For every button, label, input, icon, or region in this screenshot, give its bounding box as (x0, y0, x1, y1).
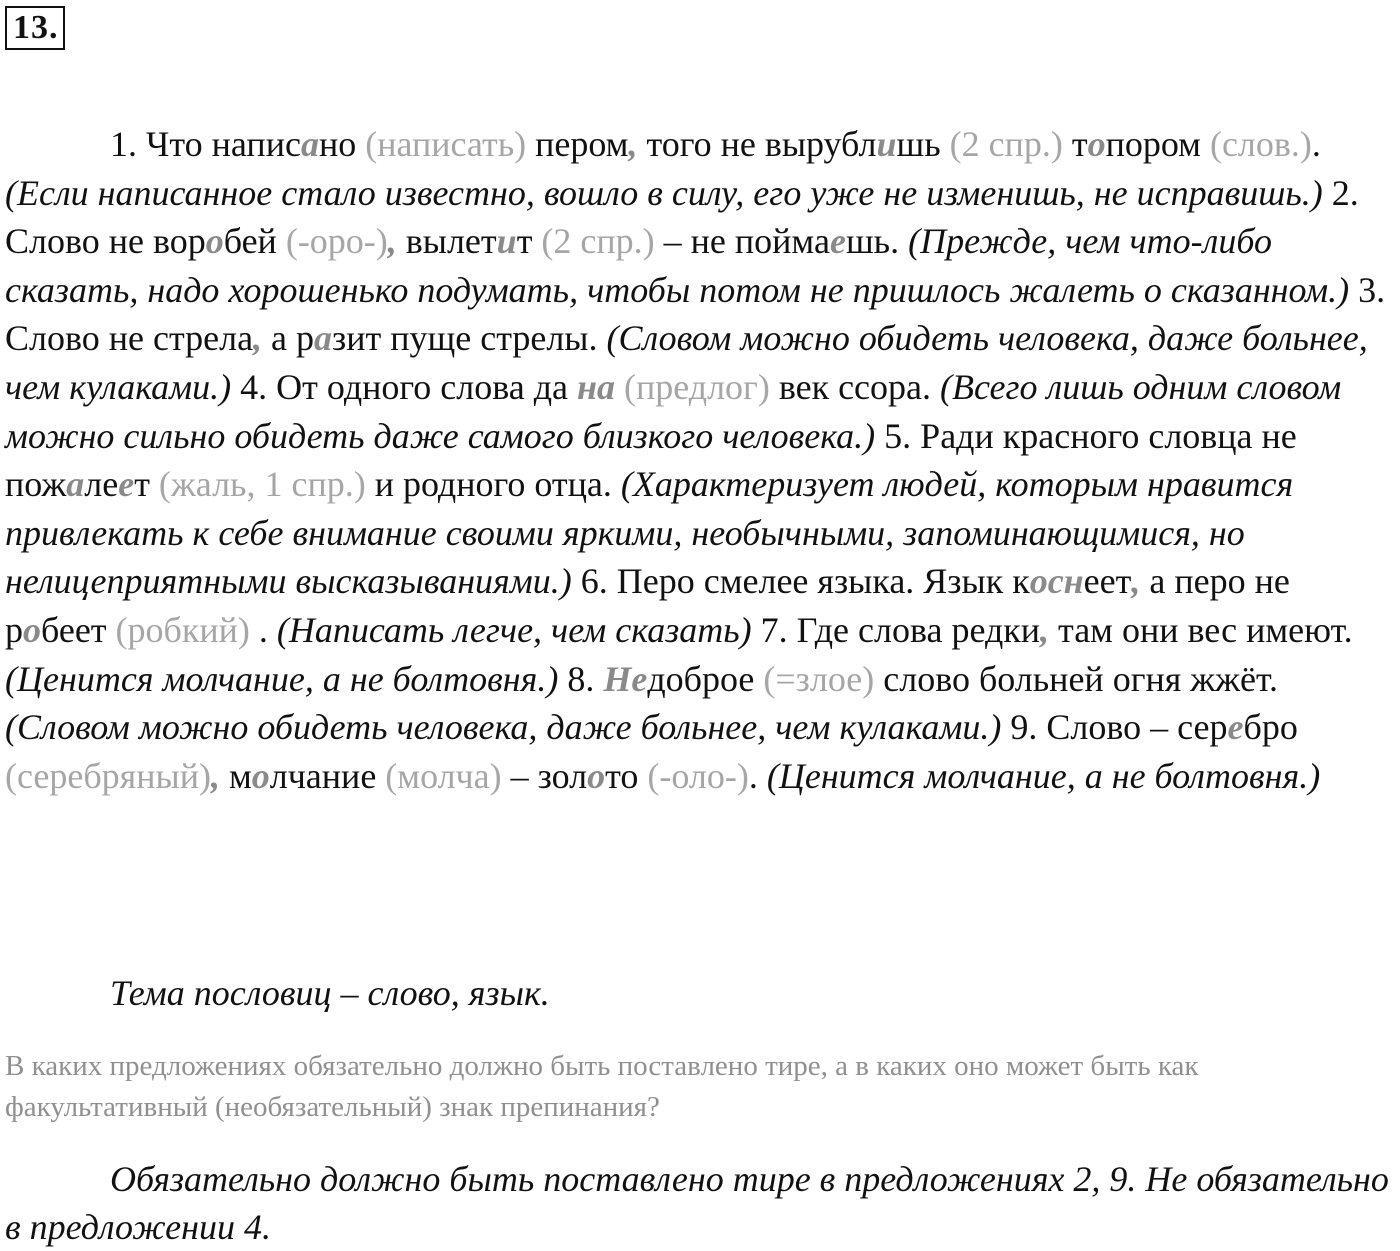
text-segment: шь (896, 124, 950, 164)
proverb-explanation: (Словом можно обидеть человека, даже больнее, чем кулаками.) (5, 318, 1368, 407)
text-segment (615, 367, 624, 407)
text-segment: 7. Где слова редки (751, 609, 1041, 650)
text-segment: – зол (501, 755, 588, 796)
highlighted-letter: о (251, 755, 270, 796)
text-segment: 6. Перо смелее языка. Язык к (571, 561, 1030, 602)
grammar-hint: (робкий) (115, 609, 250, 650)
highlighted-letter: е (829, 221, 846, 262)
grammar-hint: (-оло-) (647, 755, 749, 796)
proverb-explanation: (Ценится молчание, а не болтовня.) (766, 755, 1321, 796)
text-segment: а р (262, 318, 315, 359)
text-segment: 8. (558, 658, 604, 699)
text-segment: пором (1105, 124, 1210, 164)
highlighted-letter: , (387, 221, 397, 262)
proverb-explanation: (Если написанное стало известно, вошло в силу, его уже не изменишь, не исправишь.) (5, 172, 1323, 213)
highlighted-letter: о (205, 221, 224, 262)
grammar-hint: (молча) (385, 755, 502, 796)
grammar-hint: (слов.) (1209, 124, 1312, 164)
text-segment: вылет (396, 221, 497, 262)
text-segment: лчание (269, 755, 386, 796)
text-segment: 5. Ради красного словца не пож (5, 415, 1297, 505)
grammar-hint: (=злое) (763, 658, 875, 699)
grammar-hint: (-оро-) (285, 221, 388, 262)
text-segment: зит пуще стрелы. (332, 318, 607, 359)
text-segment: беет (41, 609, 116, 650)
highlighted-letter: а (66, 464, 85, 505)
highlighted-letter: , (253, 318, 263, 359)
text-segment: то (605, 755, 648, 796)
grammar-hint: (жаль, 1 спр.) (158, 464, 366, 505)
text-segment: пером (526, 124, 629, 164)
grammar-hint: (написать) (365, 124, 527, 164)
proverbs-text (5, 124, 1385, 796)
highlighted-letter: и (496, 221, 517, 262)
text-segment: слово больней огня жжёт. (874, 658, 1279, 699)
highlighted-letter: осн (1029, 561, 1084, 602)
text-segment: бей (223, 221, 286, 262)
highlighted-letter: е (1227, 707, 1244, 748)
text-segment: там они вес имеют. (1049, 609, 1353, 650)
text-segment: – не пойма (654, 221, 830, 262)
highlighted-letter: е (118, 464, 135, 505)
proverb-explanation: (Написать легче, чем сказать) (276, 609, 752, 650)
proverb-explanation: (Ценится молчание, а не болтовня.) (5, 658, 559, 699)
highlighted-letter: о (23, 609, 41, 650)
highlighted-letter: , (1040, 609, 1050, 650)
text-segment: . (249, 609, 277, 650)
highlighted-letter: , (210, 755, 220, 796)
text-segment: еет (1083, 561, 1132, 602)
highlighted-letter: а (314, 318, 333, 359)
text-segment: т (516, 221, 542, 262)
text-segment: м (219, 755, 252, 796)
grammar-hint: (серебряный) (5, 755, 211, 796)
answer-text: Обязательно должно быть поставлено тире в предложениях 2, 9. Не обязательно в предложении 4. (5, 1159, 1389, 1247)
text-segment: ле (84, 464, 119, 505)
highlighted-letter: о (587, 755, 606, 796)
text-segment: . (748, 755, 767, 796)
grammar-hint: (предлог) (624, 366, 770, 407)
text-segment: 2. Слово не вор (5, 172, 1359, 262)
proverb-explanation: (Прежде, чем что-либо сказать, надо хорошенько подумать, чтобы потом не пришлось жалеть о сказанном.) (5, 221, 1350, 310)
proverb-explanation: (Словом можно обидеть человека, даже больнее, чем кулаками.) (5, 707, 1002, 748)
answer-paragraph (5, 1155, 1396, 1251)
highlighted-letter: , (1131, 561, 1141, 602)
text-segment: того не вырубл (637, 124, 877, 164)
text-segment: но (318, 124, 366, 164)
proverb-explanation: (Всего лишь одним словом можно сильно обидеть даже самого близкого человека.) (5, 366, 1342, 456)
text-segment: и родного отца. (365, 464, 621, 505)
highlighted-letter: о (1087, 124, 1106, 164)
text-segment: 3. Слово не стрела (5, 269, 1386, 359)
highlighted-letter: и (876, 124, 897, 164)
text-segment: т (134, 464, 159, 505)
highlighted-letter: на (577, 366, 616, 407)
text-segment: век ссора. (769, 366, 941, 407)
text-segment: а перо не р (5, 561, 1290, 650)
text-segment: 9. Слово – сер (1001, 707, 1228, 748)
highlighted-letter: а (300, 124, 319, 164)
text-segment: т (1062, 124, 1088, 164)
text-segment: шь. (845, 221, 909, 262)
question-text: В каких предложениях обязательно должно быть поставлено тире, а в каких оно может быть как факультативный (необязательный) знак препинания? (5, 1050, 1199, 1123)
proverb-explanation: (Характеризует людей, которым нравится привлекать к себе внимание своими яркими, необычными, запоминающимися, но нелицеприятными высказываниями.) (5, 464, 1294, 602)
text-segment: доброе (647, 658, 764, 699)
highlighted-letter: , (628, 124, 638, 164)
proverbs-paragraph (5, 120, 1396, 800)
grammar-hint: (2 спр.) (541, 221, 655, 262)
theme-line: Тема пословиц – слово, язык. (110, 973, 550, 1013)
text-segment: . (1311, 124, 1321, 164)
exercise-number: 13. (5, 6, 65, 50)
text-segment: 4. От одного слова да (231, 366, 578, 407)
highlighted-letter: Не (603, 658, 648, 699)
text-segment: бро (1243, 707, 1298, 748)
text-segment: 1. Что напис (110, 124, 301, 164)
grammar-hint: (2 спр.) (949, 124, 1063, 164)
